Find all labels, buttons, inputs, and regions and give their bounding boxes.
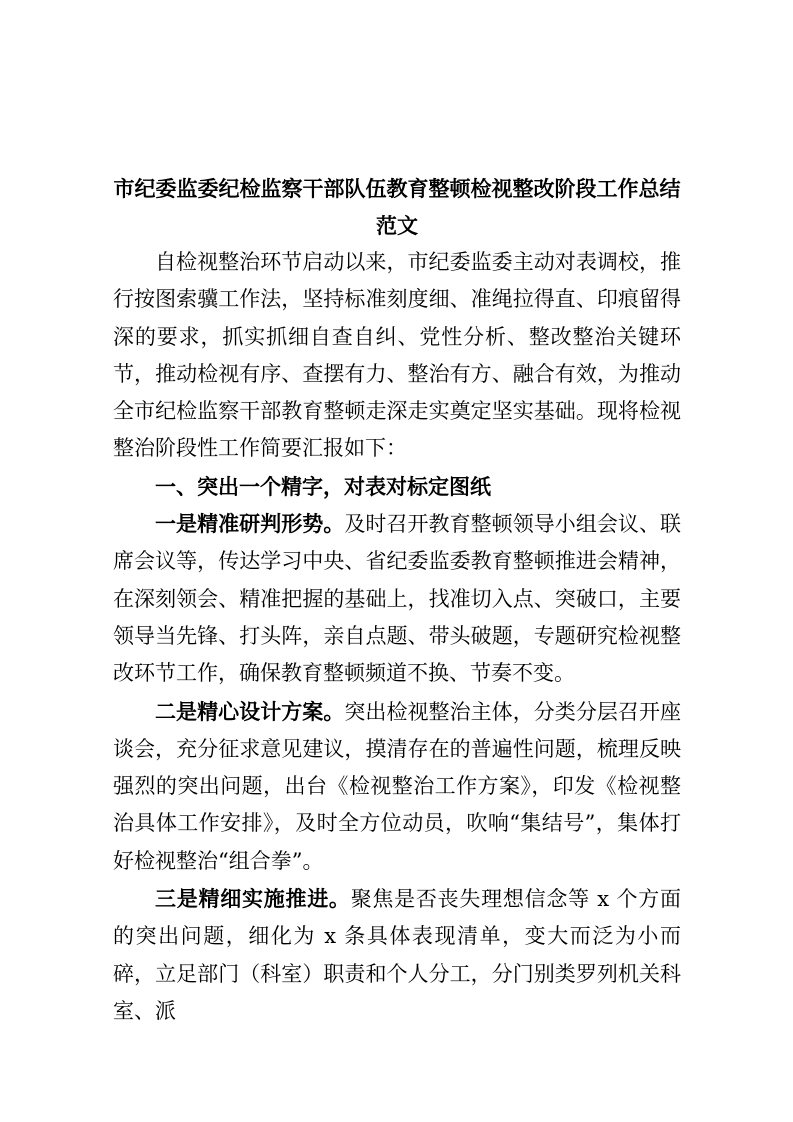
item-text-3: 聚焦是否丧失理想信念等 x 个方面的突出问题，细化为 x 条具体表现清单，变大而泛为小而碎，立足部门（科室）职责和个人分工，分门别类罗列机关科室、派: [113, 887, 682, 1023]
item-paragraph-2: [113, 693, 681, 880]
document-title: 市纪委监委纪检监察干部队伍教育整顿检视整改阶段工作总结范文: [113, 176, 681, 238]
item-lead-2: 二是精心设计方案。: [155, 698, 345, 724]
item-lead-3: 三是精细实施推进。: [155, 886, 351, 912]
item-text-1: 及时召开教育整顿领导小组会议、联席会议等，传达学习中央、省纪委监委教育整顿推进会精神，在深刻领会、精准把握的基础上，找准切入点、突破口，主要领导当先锋、打头阵，亲自点题、带头破题，专题研究检视整改环节工作，确保教育整顿频道不换、节奏不变。: [113, 512, 681, 686]
document-body: [113, 170, 681, 1030]
section-heading: 一、突出一个精字，对表对标定图纸: [155, 473, 491, 499]
item-lead-1: 一是精准研判形势。: [155, 511, 345, 537]
item-text-2: 突出检视整治主体，分类分层召开座谈会，充分征求意见建议，摸清存在的普遍性问题，梳理反映强烈的突出问题，出台《检视整治工作方案》，印发《检视整治具体工作安排》，及时全方位动员，吹响“集结号”，集体打好检视整治“组合拳”。: [113, 699, 681, 873]
intro-paragraph: 自检视整治环节启动以来，市纪委监委主动对表调校，推行按图索骥工作法，坚持标准刻度细、准绳拉得直、印痕留得深的要求，抓实抓细自查自纠、党性分析、整改整治关键环节，推动检视有序、查摆有力、整治有方、融合有效，为推动全市纪检监察干部教育整顿走深走实奠定坚实基础。现将检视整治阶段性工作简要汇报如下：: [113, 250, 681, 461]
item-paragraph-1: [113, 505, 681, 692]
item-paragraph-3: [113, 880, 681, 1030]
